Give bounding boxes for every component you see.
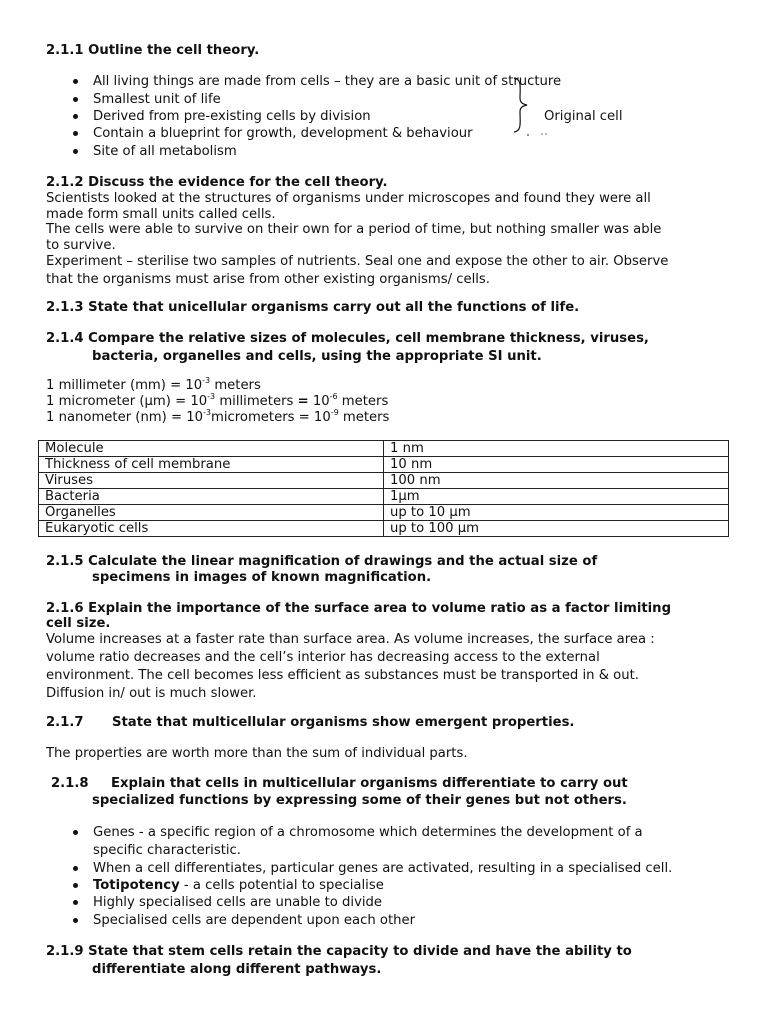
section-heading-2-1-6: 2.1.6 Explain the importance of the surface area to volume ratio as a factor limiting — [46, 601, 672, 616]
paragraph-line: Volume increases at a faster rate than surface area. As volume increases, the surface area : — [46, 632, 655, 647]
paragraph-line: made form small units called cells. — [46, 207, 276, 222]
table-cell-item: Organelles — [39, 505, 384, 521]
bullet-icon — [73, 900, 78, 905]
section-number-2-1-8: 2.1.8 — [51, 776, 89, 791]
list-item: Site of all metabolism — [93, 144, 237, 159]
list-item: Totipotency - a cells potential to specialise — [93, 878, 384, 893]
bullet-icon — [73, 866, 78, 871]
paragraph-line: Experiment – sterilise two samples of nutrients. Seal one and expose the other to air. Observe — [46, 254, 669, 269]
table-row — [39, 457, 729, 473]
section-heading-2-1-2: 2.1.2 Discuss the evidence for the cell theory. — [46, 175, 388, 190]
table-cell-size: 1 nm — [384, 441, 729, 457]
table-cell-item: Thickness of cell membrane — [39, 457, 384, 473]
table-cell-item: Bacteria — [39, 489, 384, 505]
paragraph-line: The cells were able to survive on their own for a period of time, but nothing smaller was able — [46, 222, 662, 237]
bullet-icon — [73, 79, 78, 84]
section-heading-2-1-8: Explain that cells in multicellular organisms differentiate to carry out — [111, 776, 628, 791]
list-item: Contain a blueprint for growth, development & behaviour — [93, 126, 473, 141]
section-heading-2-1-3: 2.1.3 State that unicellular organisms carry out all the functions of life. — [46, 300, 580, 315]
table-row — [39, 489, 729, 505]
list-item: Smallest unit of life — [93, 92, 221, 107]
section-heading-2-1-1: 2.1.1 Outline the cell theory. — [46, 43, 260, 58]
list-item-cont: specific characteristic. — [93, 843, 241, 858]
bullet-icon — [73, 131, 78, 136]
table-row — [39, 521, 729, 537]
paragraph-line: Diffusion in/ out is much slower. — [46, 686, 257, 701]
table-cell-item: Eukaryotic cells — [39, 521, 384, 537]
paragraph-line: that the organisms must arise from other existing organisms/ cells. — [46, 272, 490, 287]
original-cell-note: Original cell — [544, 109, 623, 124]
list-item: Derived from pre-existing cells by division — [93, 109, 371, 124]
table-cell-size: up to 100 µm — [384, 521, 729, 537]
table-row — [39, 473, 729, 489]
paragraph-line: Scientists looked at the structures of organisms under microscopes and found they were all — [46, 191, 651, 206]
section-number-2-1-7: 2.1.7 — [46, 715, 84, 730]
list-item: Highly specialised cells are unable to divide — [93, 895, 383, 910]
table-cell-size: 10 nm — [384, 457, 729, 473]
section-heading-2-1-5-cont: specimens in images of known magnification. — [92, 570, 432, 585]
section-heading-2-1-8-cont: specialized functions by expressing some of their genes but not others. — [92, 793, 627, 808]
bullet-icon — [73, 918, 78, 923]
list-item: Genes - a specific region of a chromosome which determines the development of a — [93, 825, 643, 840]
bullet-icon — [73, 97, 78, 102]
bullet-icon — [73, 883, 78, 888]
section-heading-2-1-4-cont: bacteria, organelles and cells, using the appropriate SI unit. — [92, 349, 542, 364]
table-cell-item: Molecule — [39, 441, 384, 457]
bullet-icon — [73, 149, 78, 154]
bullet-icon — [73, 114, 78, 119]
relative-sizes-table — [38, 440, 729, 537]
section-heading-2-1-9-cont: differentiate along different pathways. — [92, 962, 382, 977]
section-heading-2-1-7: State that multicellular organisms show emergent properties. — [112, 715, 575, 730]
list-item: Specialised cells are dependent upon each other — [93, 913, 416, 928]
paragraph-line: to survive. — [46, 238, 116, 253]
section-heading-2-1-9: 2.1.9 State that stem cells retain the capacity to divide and have the ability to — [46, 944, 632, 959]
cropped-text-fragment — [525, 132, 555, 138]
table-row — [39, 441, 729, 457]
list-item: All living things are made from cells – they are a basic unit of structure — [93, 74, 562, 89]
table-cell-size: 1µm — [384, 489, 729, 505]
table-cell-size: up to 10 µm — [384, 505, 729, 521]
paragraph-line: The properties are worth more than the sum of individual parts. — [46, 746, 468, 761]
table-row — [39, 505, 729, 521]
table-cell-item: Viruses — [39, 473, 384, 489]
table-cell-size: 100 nm — [384, 473, 729, 489]
section-heading-2-1-4: 2.1.4 Compare the relative sizes of molecules, cell membrane thickness, viruses, — [46, 331, 649, 346]
unit-conversion-mm: 1 millimeter $(mm) = 10^{-3}$ meters — [46, 375, 261, 393]
unit-conversion-um: 1 micrometer $(\mu m) = 10^{-3}$ millimeters = $10^{-6}$ meters — [46, 391, 389, 409]
section-heading-2-1-6-cont: cell size. — [46, 616, 111, 631]
curly-brace-icon — [508, 76, 530, 134]
paragraph-line: volume ratio decreases and the cell’s interior has decreasing access to the external — [46, 650, 600, 665]
section-heading-2-1-5: 2.1.5 Calculate the linear magnification of drawings and the actual size of — [46, 554, 598, 569]
paragraph-line: environment. The cell becomes less efficient as substances must be transported in & out. — [46, 668, 639, 683]
bullet-icon — [73, 830, 78, 835]
unit-conversion-nm: 1 nanometer $(nm) = 10^{-3}micrometers = 10^{-9}$ meters — [46, 407, 390, 425]
list-item: When a cell differentiates, particular genes are activated, resulting in a specialised cell. — [93, 861, 673, 876]
